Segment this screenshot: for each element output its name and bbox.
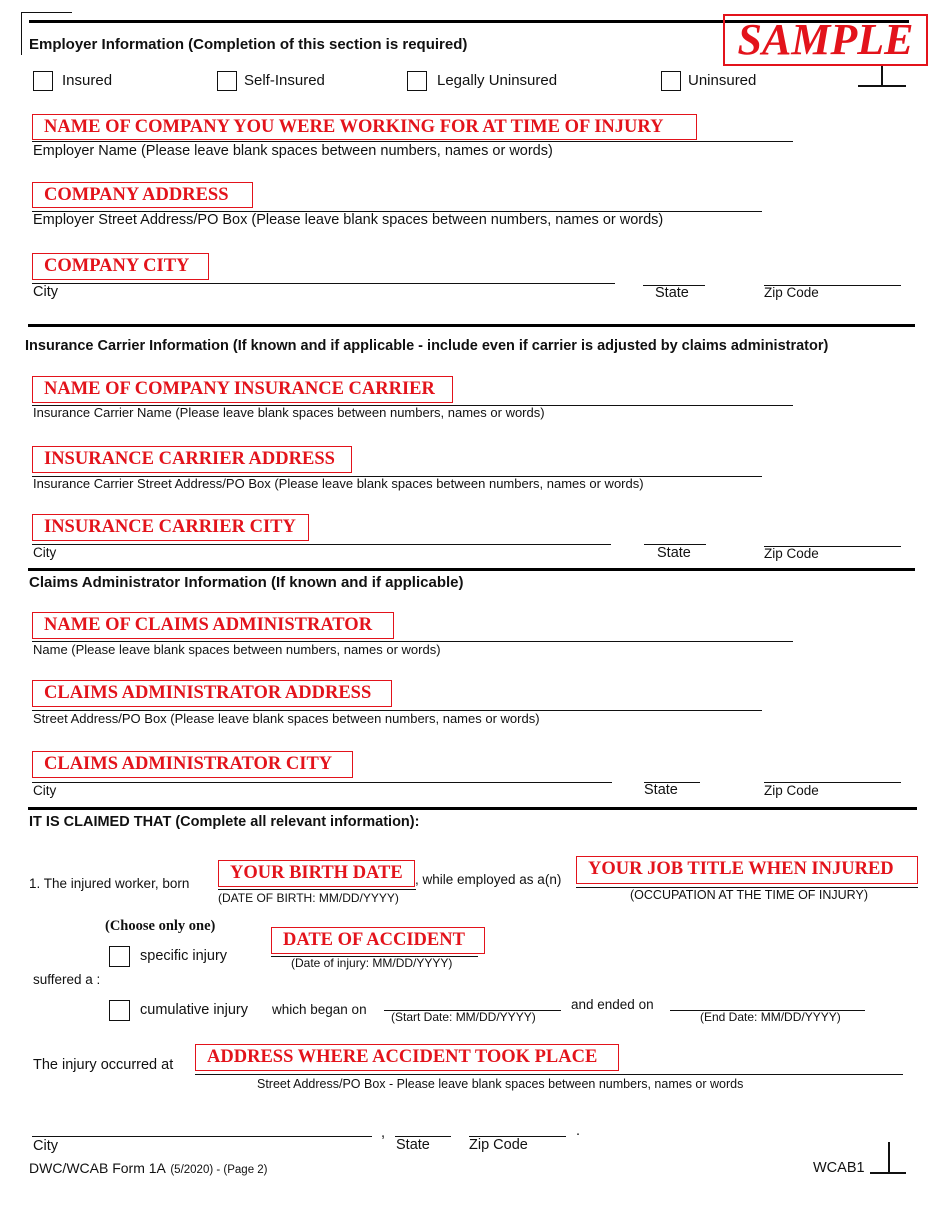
worker-born-text: 1. The injured worker, born <box>29 876 190 891</box>
carrier-city-label: City <box>33 545 57 560</box>
insured-label: Insured <box>62 72 113 89</box>
ended-on-text: and ended on <box>571 997 654 1012</box>
employed-as-text: , while employed as a(n) <box>415 872 562 887</box>
job-title-field[interactable]: YOUR JOB TITLE WHEN INJURED <box>576 856 918 884</box>
carrier-city-underline <box>32 544 611 545</box>
admin-state-label: State <box>644 782 678 798</box>
uninsured-label: Uninsured <box>688 72 757 89</box>
injury-occurred-text: The injury occurred at <box>33 1057 174 1073</box>
admin-address-label: Street Address/PO Box (Please leave blank spaces between numbers, names or words) <box>33 711 540 726</box>
admin-zip-label: Zip Code <box>764 783 819 798</box>
claim-zip-label: Zip Code <box>469 1137 528 1153</box>
carrier-name-field[interactable]: NAME OF COMPANY INSURANCE CARRIER <box>32 376 453 403</box>
claim-city-underline <box>32 1136 372 1137</box>
self-insured-checkbox[interactable] <box>217 71 237 91</box>
employer-name-field[interactable]: NAME OF COMPANY YOU WERE WORKING FOR AT TIME OF INJURY <box>32 114 697 140</box>
began-on-text: which began on <box>272 1002 367 1017</box>
start-date-label: (Start Date: MM/DD/YYYY) <box>391 1010 536 1024</box>
form-footer <box>29 1160 268 1178</box>
admin-city-label: City <box>33 783 57 798</box>
claim-state-label: State <box>396 1137 430 1153</box>
uninsured-checkbox[interactable] <box>661 71 681 91</box>
legally-uninsured-checkbox[interactable] <box>407 71 427 91</box>
carrier-name-label: Insurance Carrier Name (Please leave blank spaces between numbers, names or words) <box>33 405 545 420</box>
accident-place-underline <box>195 1074 903 1075</box>
job-title-label: (OCCUPATION AT THE TIME OF INJURY) <box>630 888 868 902</box>
birth-date-field[interactable]: YOUR BIRTH DATE <box>218 860 415 887</box>
claim-period: . <box>576 1123 581 1139</box>
admin-name-field[interactable]: NAME OF CLAIMS ADMINISTRATOR <box>32 612 394 639</box>
carrier-section-header: Insurance Carrier Information (If known and if applicable - include even if carrier is adjusted by claims administrator) <box>25 338 829 354</box>
employer-section-header: Employer Information (Completion of this section is required) <box>29 36 468 53</box>
employer-city-underline <box>32 283 615 284</box>
employer-address-label: Employer Street Address/PO Box (Please leave blank spaces between numbers, names or words) <box>33 212 664 228</box>
admin-section-header: Claims Administrator Information (If known and if applicable) <box>29 574 464 591</box>
employer-state-label: State <box>655 285 689 301</box>
claim-comma: , <box>381 1125 386 1141</box>
employer-name-underline <box>32 141 793 142</box>
sample-stamp: SAMPLE <box>723 14 928 66</box>
cumulative-injury-label: cumulative injury <box>140 1002 248 1018</box>
employer-zip-label: Zip Code <box>764 285 819 300</box>
claim-city-label: City <box>33 1138 58 1154</box>
accident-date-field[interactable]: DATE OF ACCIDENT <box>271 927 485 954</box>
form-code: WCAB1 <box>813 1160 865 1176</box>
admin-city-field[interactable]: CLAIMS ADMINISTRATOR CITY <box>32 751 353 778</box>
insured-checkbox[interactable] <box>33 71 53 91</box>
cumulative-injury-checkbox[interactable] <box>109 1000 130 1021</box>
end-date-label: (End Date: MM/DD/YYYY) <box>700 1010 841 1024</box>
admin-name-label: Name (Please leave blank spaces between numbers, names or words) <box>33 642 441 657</box>
carrier-address-label: Insurance Carrier Street Address/PO Box (Please leave blank spaces between numbers, names or words) <box>33 476 644 491</box>
carrier-state-label: State <box>657 545 691 561</box>
section-divider <box>28 324 915 327</box>
employer-address-field[interactable]: COMPANY ADDRESS <box>32 182 253 208</box>
legally-uninsured-label: Legally Uninsured <box>437 72 558 89</box>
specific-injury-label: specific injury <box>140 948 228 964</box>
accident-place-label: Street Address/PO Box - Please leave blank spaces between numbers, names or words <box>257 1077 744 1091</box>
carrier-address-field[interactable]: INSURANCE CARRIER ADDRESS <box>32 446 352 473</box>
employer-name-label: Employer Name (Please leave blank spaces between numbers, names or words) <box>33 143 553 159</box>
corner-mark-bottom-right <box>870 1142 906 1174</box>
claim-section-header: IT IS CLAIMED THAT (Complete all relevant information): <box>29 814 420 830</box>
admin-address-field[interactable]: CLAIMS ADMINISTRATOR ADDRESS <box>32 680 392 707</box>
choose-only-one-text: (Choose only one) <box>105 918 216 934</box>
form-meta: (5/2020) - (Page 2) <box>170 1164 268 1176</box>
birth-date-label: (DATE OF BIRTH: MM/DD/YYYY) <box>218 891 399 905</box>
admin-city-underline <box>32 782 612 783</box>
suffered-a-text: suffered a : <box>33 972 101 987</box>
accident-place-field[interactable]: ADDRESS WHERE ACCIDENT TOOK PLACE <box>195 1044 619 1071</box>
accident-date-label: (Date of injury: MM/DD/YYYY) <box>291 956 453 970</box>
carrier-city-field[interactable]: INSURANCE CARRIER CITY <box>32 514 309 541</box>
form-name: DWC/WCAB Form 1A <box>29 1160 166 1176</box>
corner-mark-top-right <box>858 66 906 86</box>
specific-injury-checkbox[interactable] <box>109 946 130 967</box>
carrier-zip-label: Zip Code <box>764 546 819 561</box>
employer-city-label: City <box>33 284 58 300</box>
employer-city-field[interactable]: COMPANY CITY <box>32 253 209 280</box>
section-divider <box>28 568 915 571</box>
self-insured-label: Self-Insured <box>244 72 325 89</box>
birth-date-underline <box>218 889 416 890</box>
section-divider <box>28 807 917 810</box>
